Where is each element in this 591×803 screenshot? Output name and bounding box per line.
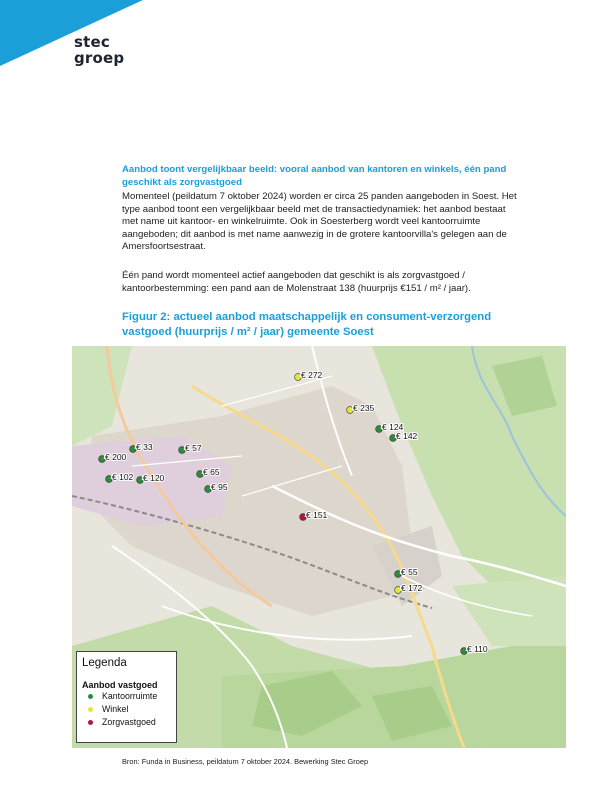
paragraph-2: Één pand wordt momenteel actief aangeboden dat geschikt is als zorgvastgoed / kantoorbestemming: een pand aan de Molenstraat 138 (huurprijs €151 / m² / jaar). <box>122 270 471 294</box>
legend-item-zorgvastgoed <box>82 716 171 729</box>
price-marker[interactable] <box>395 567 418 577</box>
section-heading: Aanbod toont vergelijkbaar beeld: vooral aanbod van kantoren en winkels, één pand geschikt als zorgvastgoed <box>122 164 507 188</box>
legend-item-label: Winkel <box>102 704 129 714</box>
price-marker-label: € 102 <box>112 472 134 482</box>
winkel-dot-icon <box>88 707 93 712</box>
logo-line-1: stec <box>74 33 110 51</box>
price-marker[interactable] <box>461 644 488 654</box>
price-marker-label: € 65 <box>203 467 220 477</box>
price-marker[interactable] <box>179 443 202 453</box>
kantoorruimte-dot-icon <box>88 694 93 699</box>
price-marker[interactable] <box>99 452 127 462</box>
legend-item-label: Zorgvastgoed <box>102 717 156 727</box>
price-marker[interactable] <box>300 510 328 520</box>
price-marker[interactable] <box>395 583 423 593</box>
map-soest[interactable] <box>72 346 566 748</box>
legend-subtitle: Aanbod vastgoed <box>82 680 158 690</box>
price-marker-label: € 172 <box>401 583 423 593</box>
price-marker[interactable] <box>130 442 153 452</box>
price-marker[interactable] <box>106 472 134 482</box>
source-note: Bron: Funda in Business, peildatum 7 oktober 2024. Bewerking Stec Groep <box>122 757 369 766</box>
price-marker-label: € 142 <box>396 431 418 441</box>
price-marker-label: € 151 <box>306 510 328 520</box>
price-marker-label: € 55 <box>401 567 418 577</box>
price-marker-label: € 110 <box>467 644 488 654</box>
price-marker-label: € 95 <box>211 482 228 492</box>
price-marker[interactable] <box>197 467 220 477</box>
logo-line-2: groep <box>74 49 125 67</box>
legend-item-winkel <box>82 703 171 716</box>
price-marker[interactable] <box>137 473 165 483</box>
price-marker-label: € 57 <box>185 443 202 453</box>
price-marker-label: € 124 <box>382 422 404 432</box>
price-marker-label: € 120 <box>143 473 165 483</box>
legend-item-kantoorruimte <box>82 690 171 703</box>
price-marker-label: € 33 <box>136 442 153 452</box>
stec-groep-logo <box>74 34 124 66</box>
price-marker[interactable] <box>347 403 375 413</box>
price-marker-label: € 272 <box>301 370 323 380</box>
price-marker[interactable] <box>390 431 418 441</box>
legend-item-label: Kantoorruimte <box>102 691 158 701</box>
price-marker[interactable] <box>295 370 323 380</box>
map-legend <box>76 651 177 743</box>
paragraph-1: Momenteel (peildatum 7 oktober 2024) worden er circa 25 panden aangeboden in Soest. Het type aanbod toont een vergelijkbaar beeld met de transactiedynamiek: het aanbod bestaat met name uit kantoor- en winkelruimte. Ook in Soesterberg wordt veel kantoorruimte aangeboden; dit aanbod is met name aanwezig in de grotere kantoorvilla's gelegen aan de Amersfoortsestraat. <box>122 191 517 253</box>
figure-title: Figuur 2: actueel aanbod maatschappelijk en consument-verzorgend vastgoed (huurprijs / m² / jaar) gemeente Soest <box>122 311 492 338</box>
price-marker-label: € 235 <box>353 403 375 413</box>
price-marker[interactable] <box>205 482 228 492</box>
legend-title: Legenda <box>82 657 127 669</box>
zorgvastgoed-dot-icon <box>88 720 93 725</box>
price-marker-label: € 200 <box>105 452 127 462</box>
